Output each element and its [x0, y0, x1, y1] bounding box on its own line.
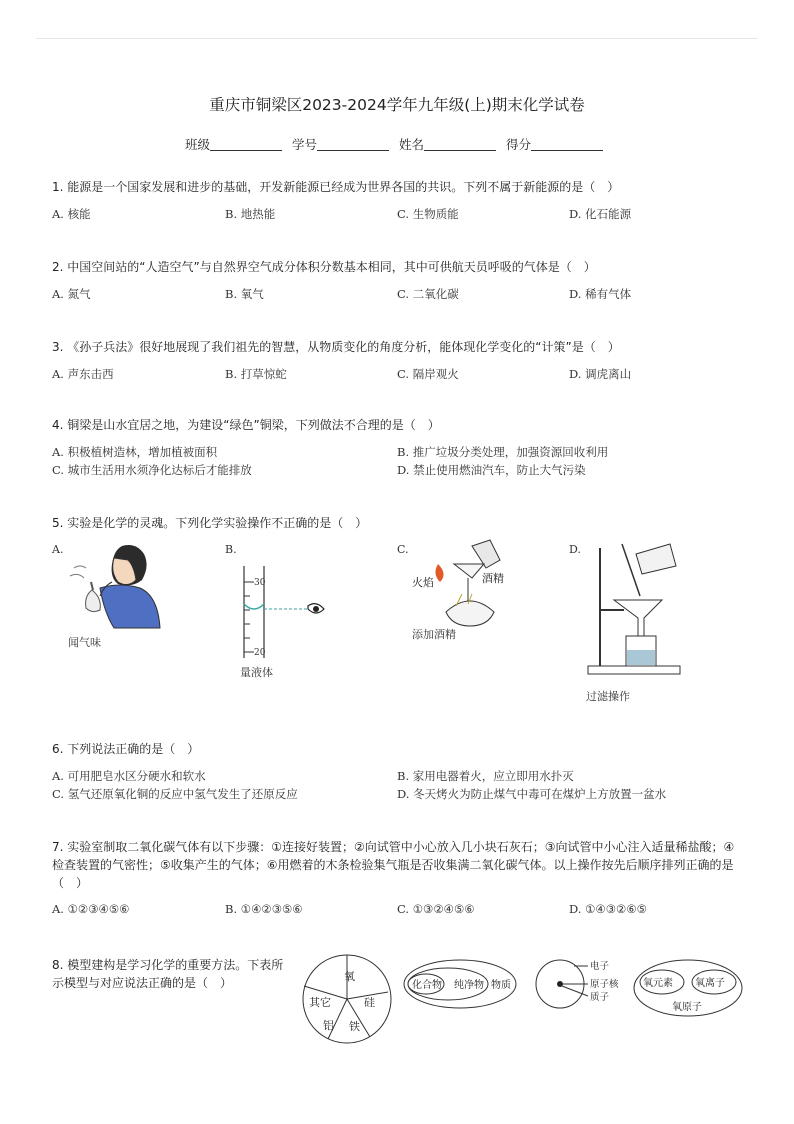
student-info-line: [0, 135, 794, 153]
question-3-stem: 3. 《孙子兵法》很好地展现了我们祖先的智慧，从物质变化的角度分析，能体现化学变化的“计策”是（ ）: [52, 340, 620, 354]
q7-option-c[interactable]: C. ①③②④⑤⑥: [397, 902, 475, 916]
q7-option-b[interactable]: B. ①④②③⑤⑥: [225, 902, 303, 916]
q5-option-c[interactable]: C.: [397, 543, 409, 556]
oxygen-relation-figure: [632, 958, 744, 1020]
nested-substance: 物质: [491, 980, 511, 991]
q5-option-b[interactable]: B.: [225, 543, 237, 556]
pie-silicon: 硅: [364, 996, 375, 1009]
q6-option-a[interactable]: A. 可用肥皂水区分硬水和软水: [52, 769, 206, 783]
atom-structure-figure: [526, 956, 630, 1012]
name-label: 姓名: [398, 137, 424, 152]
atom-proton: 质子: [590, 992, 610, 1003]
oxygen-element: 氧元素: [643, 978, 673, 989]
oxygen-atom: 氧原子: [672, 1002, 702, 1013]
q3-option-a[interactable]: A. 声东击西: [52, 367, 114, 381]
name-blank[interactable]: [424, 138, 496, 151]
measuring-cylinder-figure: [236, 562, 336, 662]
alcohol-label: 酒精: [482, 572, 504, 585]
oxygen-ion: 氧离子: [695, 978, 725, 989]
header-rule: [36, 38, 758, 39]
q7-line-2: 检查装置的气密性；⑤收集产生的气体；⑥用燃着的木条检验集气瓶是否收集满二氧化碳气体。以上操作按先后顺序排列正确的是: [52, 858, 734, 872]
class-blank[interactable]: [210, 138, 282, 151]
question-5-stem: 5. 实验是化学的灵魂。下列化学实验操作不正确的是（ ）: [52, 516, 368, 530]
q7-line-1: 7. 实验室制取二氧化碳气体有以下步骤：①连接好装置；②向试管中小心放入几小块石灰石；③向试管中小心注入适量稀盐酸；④: [52, 840, 735, 854]
q4-option-c[interactable]: C. 城市生活用水须净化达标后才能排放: [52, 463, 252, 477]
caption-alcohol: 添加酒精: [412, 628, 456, 641]
q2-option-b[interactable]: B. 氧气: [225, 287, 264, 301]
flame-label: 火焰: [412, 576, 434, 589]
q8-line-2: 示模型与对应说法正确的是（ ）: [52, 976, 233, 990]
caption-smell: 闻气味: [68, 636, 101, 649]
score-blank[interactable]: [531, 138, 603, 151]
q2-option-c[interactable]: C. 二氧化碳: [397, 287, 459, 301]
q5-option-a[interactable]: A.: [52, 543, 64, 556]
score-label: 得分: [505, 137, 531, 152]
nested-pure: 纯净物: [454, 980, 484, 991]
q5-option-d[interactable]: D.: [569, 543, 581, 556]
filtration-figure: [580, 538, 690, 684]
atom-nucleus: 原子核: [590, 979, 619, 990]
question-6-options: [52, 768, 752, 808]
q4-option-b[interactable]: B. 推广垃圾分类处理，加强资源回收利用: [397, 445, 609, 459]
q6-option-b[interactable]: B. 家用电器着火，应立即用水扑灭: [397, 769, 574, 783]
q6-option-c[interactable]: C. 氢气还原氧化铜的反应中氢气发生了还原反应: [52, 787, 298, 801]
caption-filtration: 过滤操作: [586, 690, 630, 703]
q7-line-3: （ ）: [52, 876, 89, 890]
question-6-stem: 6. 下列说法正确的是（ ）: [52, 742, 200, 756]
alcohol-lamp-figure: [412, 536, 522, 636]
pie-other: 其它: [309, 996, 331, 1009]
q4-option-d[interactable]: D. 禁止使用燃油汽车，防止大气污染: [397, 463, 586, 477]
q7-option-d[interactable]: D. ①④③②⑥⑤: [569, 902, 647, 916]
tick-30: 30: [254, 578, 266, 588]
page-title: 重庆市铜梁区2023-2024学年九年级(上)期末化学试卷: [209, 96, 585, 114]
question-2-stem: 2. 中国空间站的“人造空气”与自然界空气成分体积分数基本相同，其中可供航天员呼吸的气体是（ ）: [52, 260, 596, 274]
pie-iron: 铁: [349, 1020, 360, 1033]
q6-option-d[interactable]: D. 冬天烤火为防止煤气中毒可在煤炉上方放置一盆水: [397, 787, 667, 801]
atom-electron: 电子: [590, 961, 610, 972]
q7-option-a[interactable]: A. ①②③④⑤⑥: [52, 902, 130, 916]
pie-aluminum: 铝: [323, 1019, 334, 1032]
q1-option-c[interactable]: C. 生物质能: [397, 207, 459, 221]
question-8-stem: [52, 956, 283, 992]
caption-cylinder: 量液体: [240, 666, 273, 679]
class-label: 班级: [184, 137, 210, 152]
q3-option-c[interactable]: C. 隔岸观火: [397, 367, 459, 381]
q3-option-d[interactable]: D. 调虎离山: [569, 367, 632, 381]
question-1-stem: 1. 能源是一个国家发展和进步的基础，开发新能源已经成为世界各国的共识。下列不属于新能源的是（ ）: [52, 180, 620, 194]
question-7-stem: [52, 838, 752, 892]
q3-option-b[interactable]: B. 打草惊蛇: [225, 367, 287, 381]
q4-option-a[interactable]: A. 积极植树造林，增加植被面积: [52, 445, 218, 459]
q2-option-d[interactable]: D. 稀有气体: [569, 287, 632, 301]
number-label: 学号: [291, 137, 317, 152]
question-4-options: [52, 444, 752, 484]
pie-oxygen: 氧: [344, 970, 355, 983]
q2-option-a[interactable]: A. 氮气: [52, 287, 91, 301]
question-4-stem: 4. 铜梁是山水宜居之地，为建设“绿色”铜梁，下列做法不合理的是（ ）: [52, 418, 440, 432]
number-blank[interactable]: [317, 138, 389, 151]
tick-20: 20: [254, 648, 266, 658]
nested-compound: 化合物: [412, 980, 442, 991]
q8-line-1: 8. 模型建构是学习化学的重要方法。下表所: [52, 958, 284, 972]
q1-option-a[interactable]: A. 核能: [52, 207, 91, 221]
smell-experiment-figure: [64, 538, 164, 638]
q1-option-b[interactable]: B. 地热能: [225, 207, 276, 221]
crust-element-pie-figure: [300, 952, 394, 1046]
substance-classification-figure: [402, 956, 520, 1012]
q1-option-d[interactable]: D. 化石能源: [569, 207, 632, 221]
